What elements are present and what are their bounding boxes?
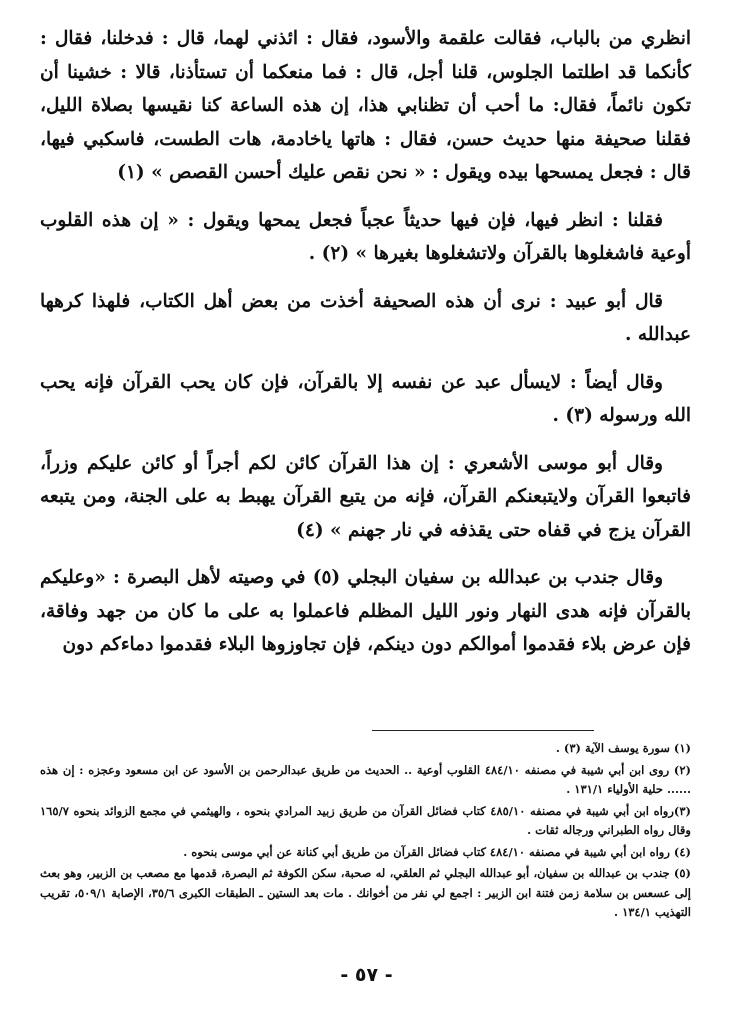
paragraph: وقال جندب بن عبدالله بن سفيان البجلي (٥) في وصيته لأهل البصرة : «وعليكم بالقرآن فإنه هدى النهار ونور الليل المظلم فاعملوا به على ما كان من جهد وفاقة، فإن عرض بلاء فقدموا أموالكم دون دينكم، فإن تجاوزوها البلاء فقدموا دماءكم دون: [40, 567, 691, 655]
footnote: (٤) رواه ابن أبي شيبة في مصنفه ٤٨٤/١٠ كتاب فضائل القرآن من طريق أبي كنانة عن أبي موسى بنحوه .: [183, 844, 691, 859]
page-number: - ٥٧ -: [340, 964, 393, 986]
footnote: (٥) جندب بن عبدالله بن سفيان، أبو عبدالله البجلي ثم العلقي، له صحبة، سكن الكوفة ثم البصرة، قدمها مع مصعب بن الزبير، وهو بعث إلى عسعس بن سلامة زمن فتنة ابن الزبير : اجمع لي نفر من أخوانك . مات بعد الستين ـ الطبقات الكبرى ٣٥/٦، الإصابة ٥٠٩/١، تقريب التهذيب ١٣٤/١ .: [40, 866, 692, 919]
footnote-divider: [372, 730, 594, 731]
main-text: [40, 22, 691, 662]
paragraph: فقلنا : انظر فيها، فإن فيها حديثاً عجباً فجعل يمحها ويقول : « إن هذه القلوب أوعية فاشغلوها بالقرآن ولاتشغلوها بغيرها » (٢) .: [40, 209, 691, 264]
footnote: (١) سورة يوسف الآية (٣) .: [555, 741, 691, 755]
paragraph: وقال أبو موسى الأشعري : إن هذا القرآن كائن لكم أجراً أو كائن عليكم وزراً، فاتبعوا القرآن ولايتبعنكم القرآن، فإنه من يتبع القرآن يهبط به على الجنة، ومن يتبعه القرآن يزج في قفاه حتى يقذفه في نار جهنم » (٤): [40, 452, 691, 541]
paragraph: وقال أيضاً : لايسأل عبد عن نفسه إلا بالقرآن، فإن كان يحب القرآن فإنه يحب الله ورسوله (٣) .: [40, 371, 691, 426]
paragraph: قال أبو عبيد : نرى أن هذه الصحيفة أخذت من بعض أهل الكتاب، فلهذا كرهها عبدالله .: [40, 290, 691, 345]
footnotes: [40, 739, 691, 925]
paragraph: انظري من بالباب، فقالت علقمة والأسود، فقال : ائذني لهما، قال : فدخلنا، فقال : كأنكما قد اطلتما الجلوس، قلنا أجل، قال : فما منعكما أن تستأذنا، قالا : خشينا أن تكون نائماً، فقال: ما أحب أن تظنابي هذا، إن هذه الساعة كنا نقيسها بصلاة الليل، فقلنا صحيفة منها حديث حسن، فقال : هاتها ياخادمة، هات الطست، فاسكبي فيها، قال : فجعل يمسحها بيده ويقول : « نحن نقص عليك أحسن القصص » (١): [40, 28, 691, 183]
footnote: (٢) روى ابن أبي شيبة في مصنفه ٤٨٤/١٠ القلوب أوعية .. الحديث من طريق عبدالرحمن بن الأسود عن ابن مسعود وعجزه : إن هذه ...... حلية الأولياء ١٣١/١ .: [40, 762, 691, 796]
footnote: (٣)رواه ابن أبي شيبة في مصنفه ٤٨٥/١٠ كتاب فضائل القرآن من طريق زبيد المرادي بنحوه ، والهيثمي في مجمع الزوائد بنحوه ١٦٥/٧ وقال رواه الطبراني ورجاله ثقات .: [40, 803, 691, 837]
